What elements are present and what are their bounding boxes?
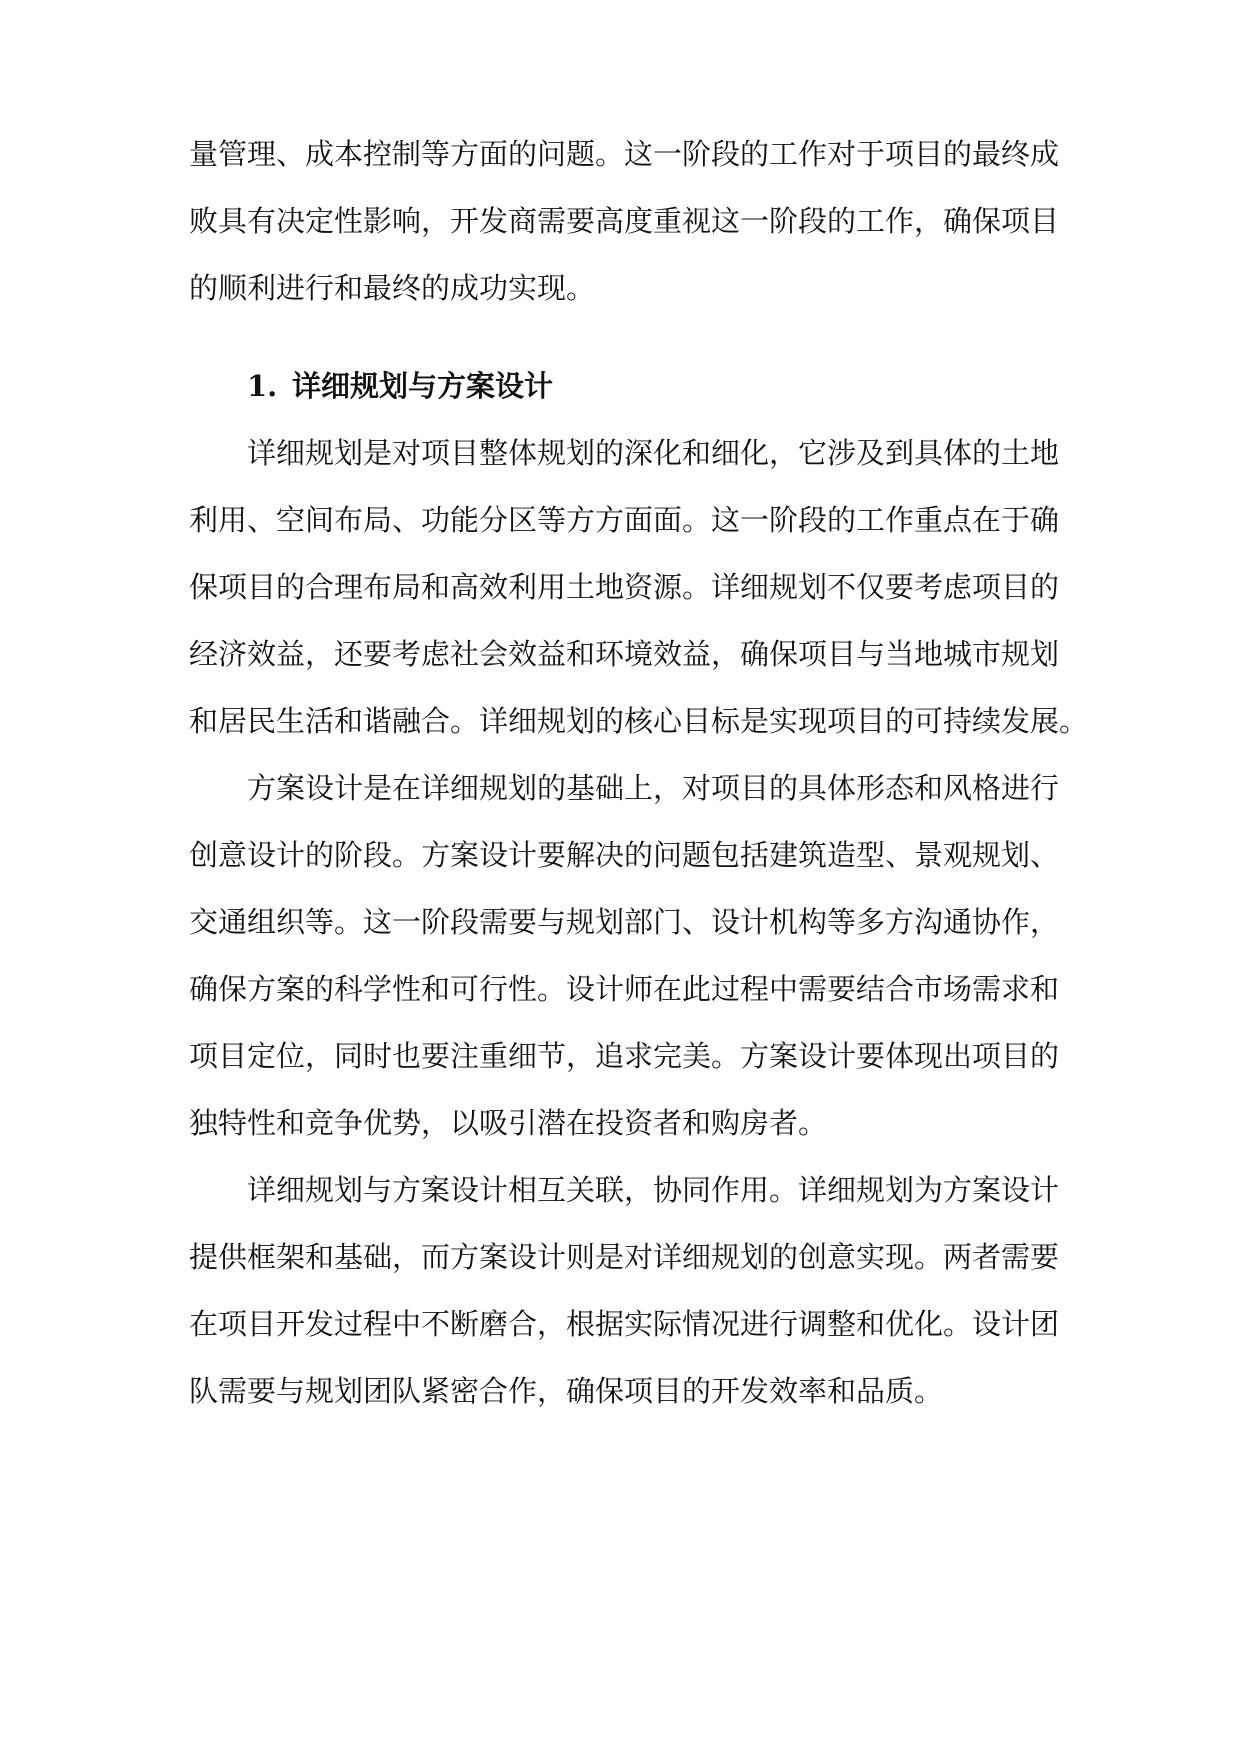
paragraph-line: 利用、空间布局、功能分区等方方面面。这一阶段的工作重点在于确 — [189, 503, 1060, 537]
paragraph-line: 详细规划是对项目整体规划的深化和细化，它涉及到具体的土地 — [247, 436, 1060, 470]
paragraph-line: 方案设计是在详细规划的基础上，对项目的具体形态和风格进行 — [247, 771, 1060, 805]
paragraph-line: 项目定位，同时也要注重细节，追求完美。方案设计要体现出项目的 — [189, 1039, 1060, 1073]
intro-line-3: 的顺利进行和最终的成功实现。 — [189, 271, 596, 305]
paragraph-line: 创意设计的阶段。方案设计要解决的问题包括建筑造型、景观规划、 — [189, 838, 1060, 872]
paragraph-line: 交通组织等。这一阶段需要与规划部门、设计机构等多方沟通协作， — [189, 905, 1060, 939]
section-heading — [247, 366, 553, 406]
intro-line-2: 败具有决定性影响，开发商需要高度重视这一阶段的工作，确保项目 — [189, 204, 1060, 238]
paragraph-line: 独特性和竞争优势，以吸引潜在投资者和购房者。 — [189, 1106, 828, 1140]
paragraph-line: 详细规划与方案设计相互关联，协同作用。详细规划为方案设计 — [247, 1173, 1060, 1207]
section-title: 详细规划与方案设计 — [292, 369, 554, 403]
paragraph-line: 确保方案的科学性和可行性。设计师在此过程中需要结合市场需求和 — [189, 972, 1060, 1006]
intro-line-1: 量管理、成本控制等方面的问题。这一阶段的工作对于项目的最终成 — [189, 137, 1060, 171]
paragraph-line: 队需要与规划团队紧密合作，确保项目的开发效率和品质。 — [189, 1374, 944, 1408]
paragraph-line: 在项目开发过程中不断磨合，根据实际情况进行调整和优化。设计团 — [189, 1307, 1060, 1341]
paragraph-line: 和居民生活和谐融合。详细规划的核心目标是实现项目的可持续发展。 — [189, 704, 1089, 738]
paragraph-line: 提供框架和基础，而方案设计则是对详细规划的创意实现。两者需要 — [189, 1240, 1060, 1274]
section-number: 1. — [247, 369, 278, 403]
paragraph-line: 保项目的合理布局和高效利用土地资源。详细规划不仅要考虑项目的 — [189, 570, 1060, 604]
paragraph-line: 经济效益，还要考虑社会效益和环境效益，确保项目与当地城市规划 — [189, 637, 1060, 671]
